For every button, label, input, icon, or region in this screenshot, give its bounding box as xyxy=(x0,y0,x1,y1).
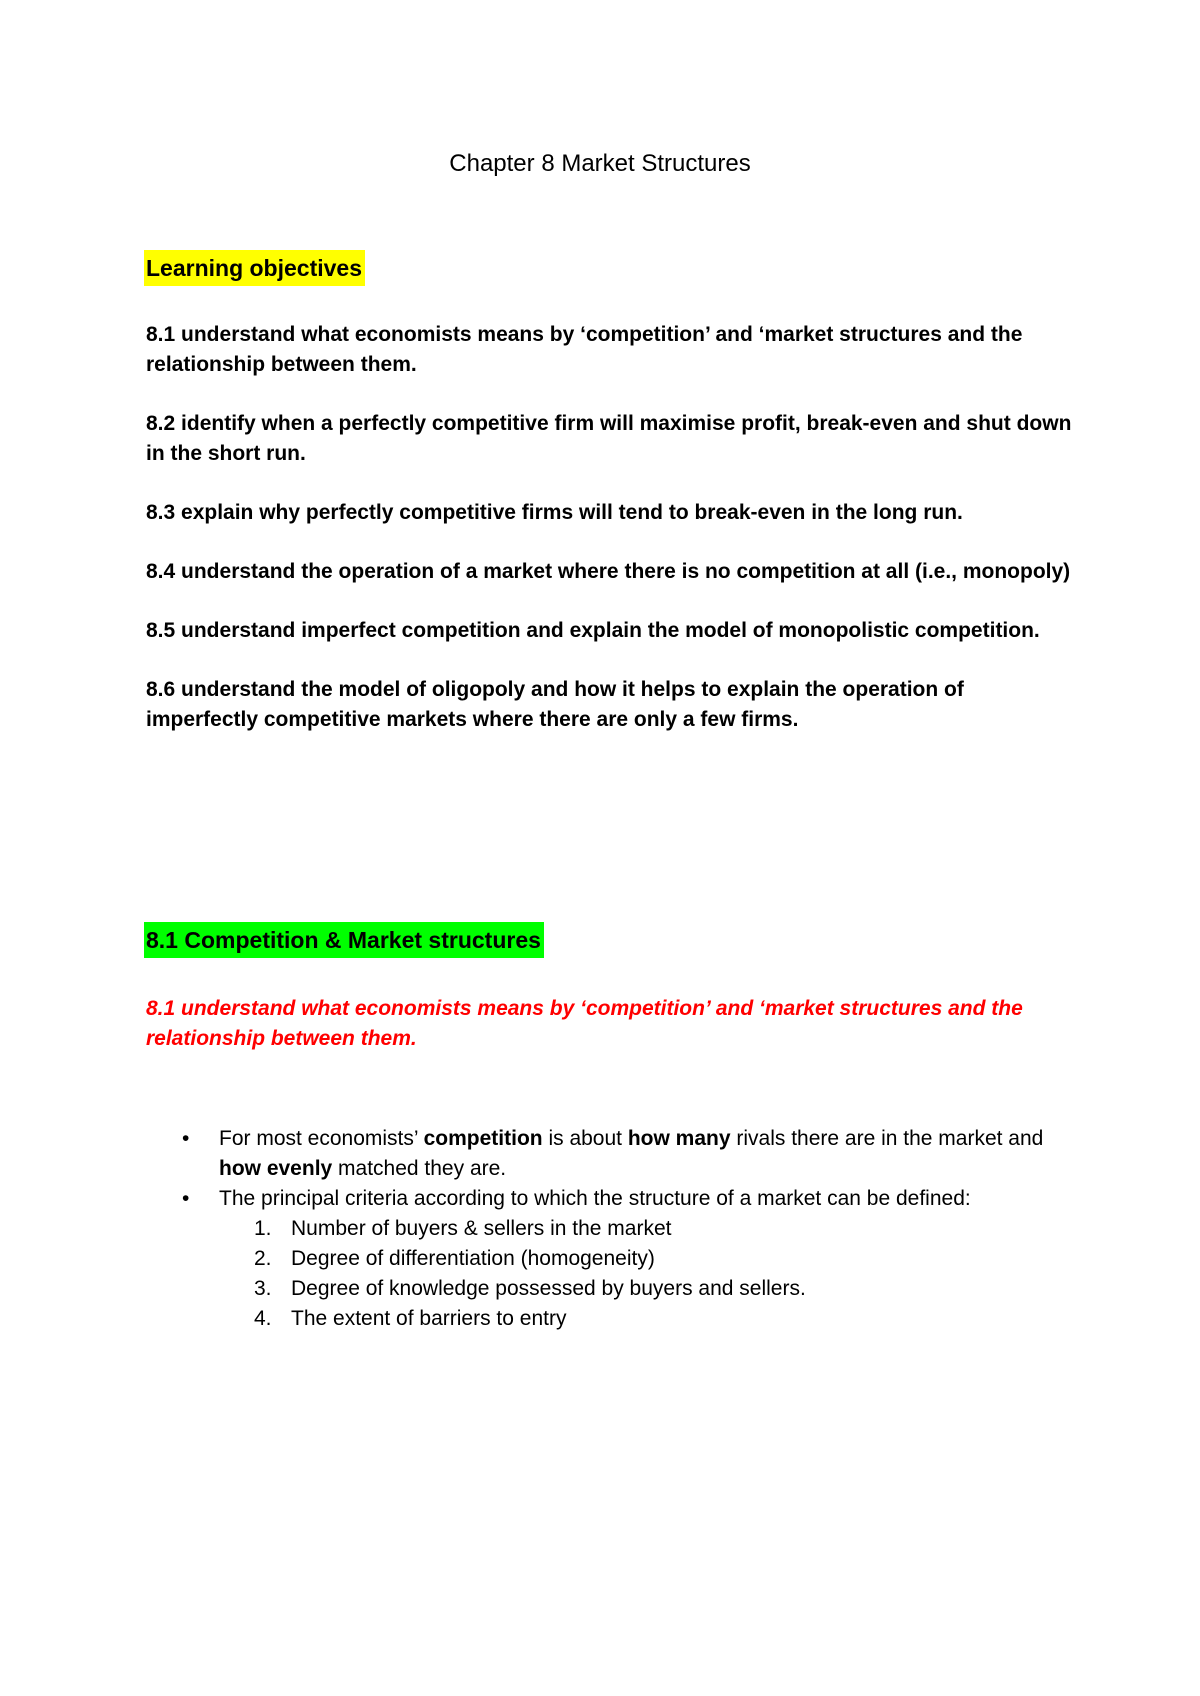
bullet-bold-text: how many xyxy=(627,1127,731,1150)
criteria-text: The extent of barriers to entry xyxy=(291,1307,567,1330)
bullet-item xyxy=(180,1184,1070,1334)
bullet-item xyxy=(180,1124,1070,1184)
bullet-dot-icon: • xyxy=(182,1127,190,1150)
bullet-dot-icon: • xyxy=(182,1187,190,1210)
objectives-list xyxy=(146,320,1076,764)
objective-item: 8.4 understand the operation of a market where there is no competition at all (i.e., monopoly) xyxy=(146,560,1071,583)
section-subheading: 8.1 understand what economists means by ‘competition’ and ‘market structures and the relationship between them. xyxy=(146,997,1023,1050)
criteria-item xyxy=(219,1214,1070,1244)
bullet-text: matched they are. xyxy=(332,1157,507,1180)
objective-item: 8.5 understand imperfect competition and explain the model of monopolistic competition. xyxy=(146,619,1040,642)
bullet-text: The principal criteria according to which the structure of a market can be defined: xyxy=(219,1187,971,1210)
bullet-list xyxy=(180,1124,1070,1334)
page-title: Chapter 8 Market Structures xyxy=(449,150,751,177)
bullet-text: For most economists’ xyxy=(219,1127,424,1150)
criteria-item xyxy=(219,1244,1070,1274)
section-heading-label: 8.1 Competition & Market structures xyxy=(144,922,544,958)
criteria-item xyxy=(219,1274,1070,1304)
learning-objectives-heading xyxy=(144,250,365,286)
section-heading xyxy=(144,922,544,958)
criteria-item xyxy=(219,1304,1070,1334)
criteria-text: Degree of knowledge possessed by buyers and sellers. xyxy=(291,1277,806,1300)
criteria-number: 1. xyxy=(254,1217,272,1240)
criteria-number: 3. xyxy=(254,1277,272,1300)
objective-item: 8.1 understand what economists means by ‘competition’ and ‘market structures and the relationship between them. xyxy=(146,323,1023,376)
bullet-text: is about xyxy=(542,1127,628,1150)
criteria-number: 4. xyxy=(254,1307,272,1330)
criteria-text: Degree of differentiation (homogeneity) xyxy=(291,1247,655,1270)
criteria-number: 2. xyxy=(254,1247,272,1270)
criteria-list xyxy=(219,1214,1070,1334)
bullet-bold-text: how evenly xyxy=(219,1157,333,1180)
learning-objectives-label: Learning objectives xyxy=(144,250,365,286)
bullet-bold-text: competition xyxy=(423,1127,543,1150)
objective-item: 8.3 explain why perfectly competitive firms will tend to break-even in the long run. xyxy=(146,501,963,524)
objective-item: 8.6 understand the model of oligopoly and how it helps to explain the operation of imperfectly competitive markets where there are only a few firms. xyxy=(146,678,964,731)
objective-item: 8.2 identify when a perfectly competitive firm will maximise profit, break-even and shut down in the short run. xyxy=(146,412,1072,465)
bullet-text: rivals there are in the market and xyxy=(730,1127,1044,1150)
criteria-text: Number of buyers & sellers in the market xyxy=(291,1217,672,1240)
